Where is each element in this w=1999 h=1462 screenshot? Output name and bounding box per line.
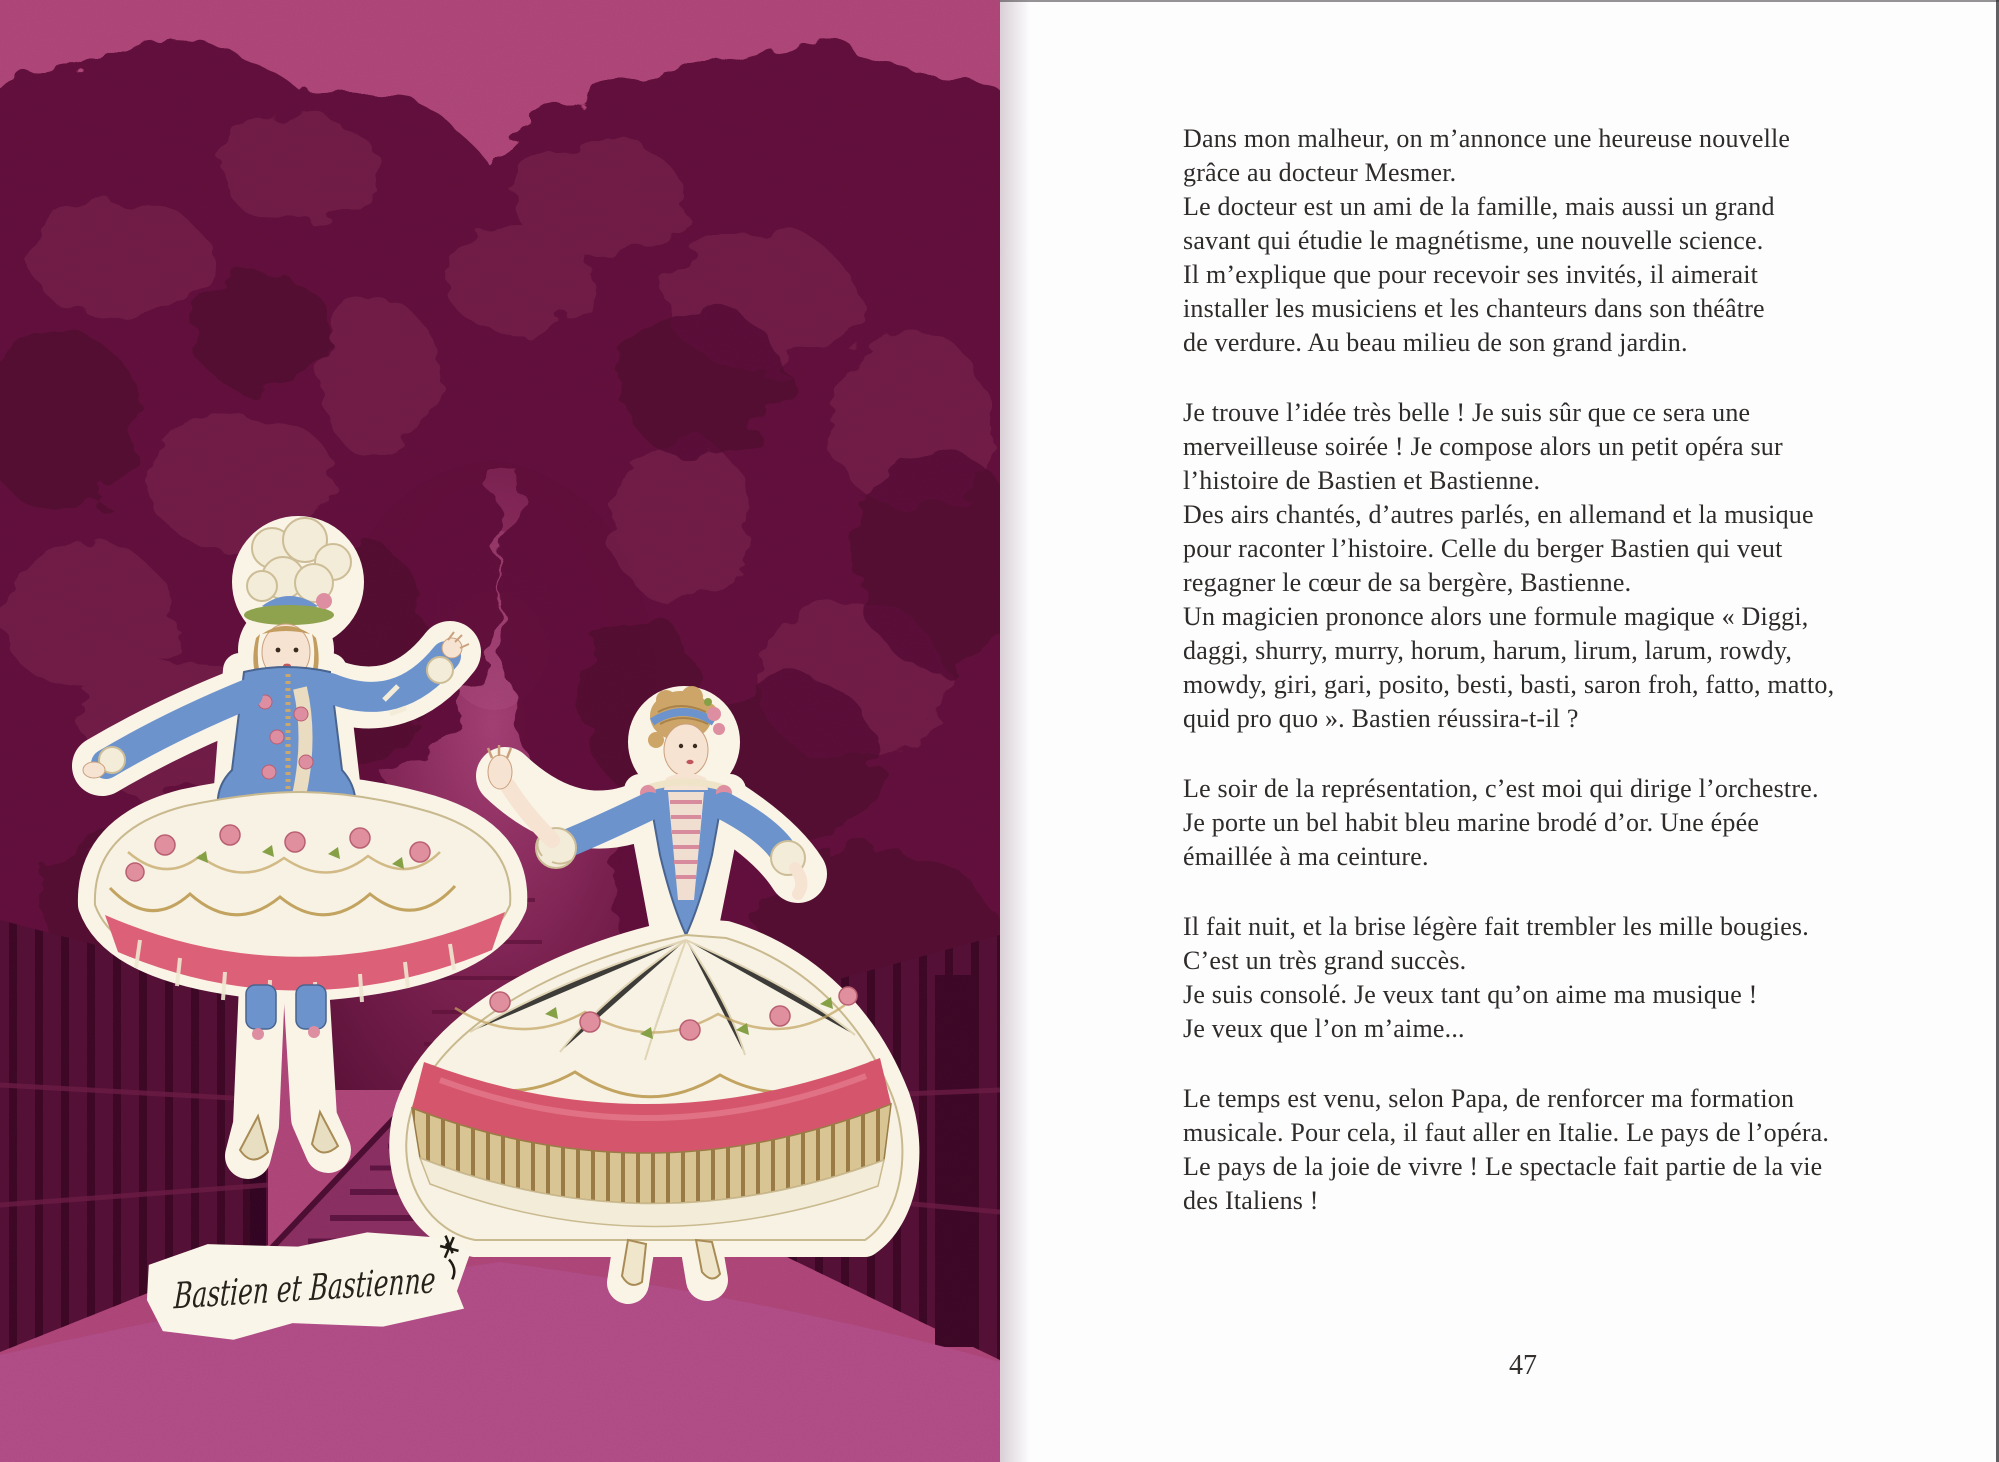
paragraph xyxy=(1183,396,1913,736)
page-number: 47 xyxy=(1509,1350,1537,1381)
text-line: pour raconter l’histoire. Celle du berger Bastien qui veut xyxy=(1183,534,1783,563)
text-line: Il fait nuit, et la brise légère fait trembler les mille bougies. xyxy=(1183,912,1809,941)
text-line: Je suis consolé. Je veux tant qu’on aime ma musique ! xyxy=(1183,980,1758,1009)
page-edge-top xyxy=(1000,0,1999,2)
text-line: Il m’explique que pour recevoir ses invités, il aimerait xyxy=(1183,260,1759,289)
text-line: émaillée à ma ceinture. xyxy=(1183,842,1429,871)
text-line: de verdure. Au beau milieu de son grand jardin. xyxy=(1183,328,1688,357)
text-line: savant qui étudie le magnétisme, une nouvelle science. xyxy=(1183,226,1764,255)
story-text xyxy=(1183,122,1913,1254)
paragraph xyxy=(1183,772,1913,874)
caption-label: Bastien et Bastienne xyxy=(173,1252,551,1318)
text-line: regagner le cœur de sa bergère, Bastienne. xyxy=(1183,568,1632,597)
gutter-shadow xyxy=(1000,0,1030,1462)
text-line: mowdy, giri, gari, posito, besti, basti, saron froh, fatto, matto, xyxy=(1183,670,1835,699)
paragraph xyxy=(1183,910,1913,1046)
text-line: Je porte un bel habit bleu marine brodé d’or. Une épée xyxy=(1183,808,1760,837)
text-line: merveilleuse soirée ! Je compose alors un petit opéra sur xyxy=(1183,432,1783,461)
text-line: Le temps est venu, selon Papa, de renforcer ma formation xyxy=(1183,1084,1795,1113)
text-line: Le docteur est un ami de la famille, mais aussi un grand xyxy=(1183,192,1775,221)
text-line: Je trouve l’idée très belle ! Je suis sûr que ce sera une xyxy=(1183,398,1751,427)
text-line: Un magicien prononce alors une formule magique « Diggi, xyxy=(1183,602,1809,631)
text-line: quid pro quo ». Bastien réussira-t-il ? xyxy=(1183,704,1579,733)
text-line: musicale. Pour cela, il faut aller en Italie. Le pays de l’opéra. xyxy=(1183,1118,1830,1147)
paragraph xyxy=(1183,122,1913,360)
text-line: daggi, shurry, murry, horum, harum, lirum, larum, rowdy, xyxy=(1183,636,1793,665)
text-line: Le pays de la joie de vivre ! Le spectacle fait partie de la vie xyxy=(1183,1152,1823,1181)
text-line: Des airs chantés, d’autres parlés, en allemand et la musique xyxy=(1183,500,1814,529)
right-page xyxy=(1000,0,1999,1462)
text-line: Le soir de la représentation, c’est moi qui dirige l’orchestre. xyxy=(1183,774,1819,803)
text-line: C’est un très grand succès. xyxy=(1183,946,1467,975)
text-line: grâce au docteur Mesmer. xyxy=(1183,158,1457,187)
text-line: installer les musiciens et les chanteurs dans son théâtre xyxy=(1183,294,1765,323)
text-line: Je veux que l’on m’aime... xyxy=(1183,1014,1465,1043)
paragraph xyxy=(1183,1082,1913,1218)
text-line: l’histoire de Bastien et Bastienne. xyxy=(1183,466,1541,495)
text-line: des Italiens ! xyxy=(1183,1186,1319,1215)
text-line: Dans mon malheur, on m’annonce une heureuse nouvelle xyxy=(1183,124,1791,153)
